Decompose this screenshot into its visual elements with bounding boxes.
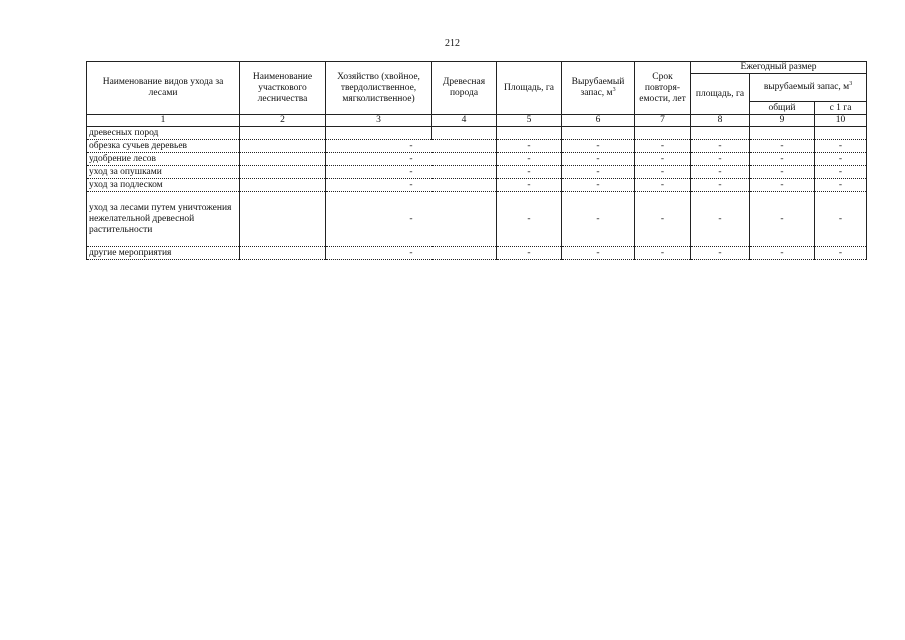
header-annual-size: Ежегодный размер <box>691 62 867 74</box>
annual-total-cell: - <box>750 179 815 192</box>
repeat-cell: - <box>635 140 691 153</box>
annual-per-ha-cell: - <box>815 247 867 260</box>
column-number: 5 <box>497 115 562 127</box>
area-cell: - <box>497 140 562 153</box>
annual-per-ha-cell: - <box>815 192 867 247</box>
economy-cell <box>326 127 432 140</box>
area-cell: - <box>497 179 562 192</box>
table-row <box>87 247 867 260</box>
table-row <box>87 127 867 140</box>
repeat-cell: - <box>635 166 691 179</box>
volume-cell: - <box>562 179 635 192</box>
table-row <box>87 179 867 192</box>
header-volume: Вырубаемый запас, $м^3$ <box>562 62 635 115</box>
care-type-name: удобрение лесов <box>87 153 240 166</box>
annual-total-cell: - <box>750 247 815 260</box>
volume-cell: - <box>562 192 635 247</box>
repeat-cell: - <box>635 153 691 166</box>
annual-area-cell: - <box>691 153 750 166</box>
annual-per-ha-cell: - <box>815 140 867 153</box>
forestry-cell <box>240 166 326 179</box>
column-number-row <box>87 115 867 127</box>
annual-area-cell: - <box>691 179 750 192</box>
annual-total-cell <box>750 127 815 140</box>
column-number: 10 <box>815 115 867 127</box>
annual-area-cell: - <box>691 192 750 247</box>
annual-per-ha-cell: - <box>815 166 867 179</box>
column-number: 3 <box>326 115 432 127</box>
forestry-cell <box>240 140 326 153</box>
column-number: 7 <box>635 115 691 127</box>
area-cell: - <box>497 153 562 166</box>
header-species: Древесная порода <box>432 62 497 115</box>
forestry-cell <box>240 153 326 166</box>
annual-area-cell: - <box>691 247 750 260</box>
economy-cell: - <box>326 153 497 166</box>
care-type-name: обрезка сучьев деревьев <box>87 140 240 153</box>
annual-per-ha-cell: - <box>815 153 867 166</box>
header-care-type: Наименование видов ухода за лесами <box>87 62 240 115</box>
forestry-cell <box>240 192 326 247</box>
page-number: 212 <box>445 38 460 49</box>
column-number: 1 <box>87 115 240 127</box>
header-area: Площадь, га <box>497 62 562 115</box>
column-number: 8 <box>691 115 750 127</box>
header-annual-total: общий <box>750 102 815 115</box>
volume-cell <box>562 127 635 140</box>
care-type-name: уход за лесами путем уничтожения нежелательной древесной растительности <box>87 192 240 247</box>
area-cell <box>497 127 562 140</box>
repeat-cell: - <box>635 179 691 192</box>
volume-cell: - <box>562 140 635 153</box>
annual-total-cell: - <box>750 192 815 247</box>
area-cell: - <box>497 166 562 179</box>
volume-cell: - <box>562 247 635 260</box>
annual-area-cell: - <box>691 140 750 153</box>
forestry-cell <box>240 127 326 140</box>
volume-cell: - <box>562 166 635 179</box>
table-row <box>87 166 867 179</box>
header-annual-per-ha: с 1 га <box>815 102 867 115</box>
repeat-cell: - <box>635 192 691 247</box>
table-row <box>87 192 867 247</box>
economy-cell: - <box>326 166 497 179</box>
header-repeat-period: Срок повторя-емости, лет <box>635 62 691 115</box>
forestry-cell <box>240 179 326 192</box>
annual-area-cell <box>691 127 750 140</box>
volume-cell: - <box>562 153 635 166</box>
care-type-name: другие мероприятия <box>87 247 240 260</box>
table-row <box>87 153 867 166</box>
economy-cell: - <box>326 179 497 192</box>
economy-cell: - <box>326 140 497 153</box>
forest-care-table <box>86 61 867 260</box>
area-cell: - <box>497 192 562 247</box>
annual-area-cell: - <box>691 166 750 179</box>
species-cell <box>432 127 497 140</box>
annual-per-ha-cell <box>815 127 867 140</box>
column-number: 6 <box>562 115 635 127</box>
header-annual-area: площадь, га <box>691 74 750 115</box>
care-type-name: уход за подлеском <box>87 179 240 192</box>
annual-total-cell: - <box>750 153 815 166</box>
economy-cell: - <box>326 192 497 247</box>
repeat-cell: - <box>635 247 691 260</box>
annual-total-cell: - <box>750 140 815 153</box>
header-annual-volume: вырубаемый запас, $м^3$ <box>750 74 867 102</box>
annual-total-cell: - <box>750 166 815 179</box>
care-type-name: древесных пород <box>87 127 240 140</box>
economy-cell: - <box>326 247 497 260</box>
column-number: 4 <box>432 115 497 127</box>
area-cell: - <box>497 247 562 260</box>
header-economy: Хозяйство (хвойное, твердолиственное, мягколиственное) <box>326 62 432 115</box>
header-forestry: Наименование участкового лесничества <box>240 62 326 115</box>
table-row <box>87 140 867 153</box>
annual-per-ha-cell: - <box>815 179 867 192</box>
care-type-name: уход за опушками <box>87 166 240 179</box>
forestry-cell <box>240 247 326 260</box>
repeat-cell <box>635 127 691 140</box>
column-number: 2 <box>240 115 326 127</box>
column-number: 9 <box>750 115 815 127</box>
